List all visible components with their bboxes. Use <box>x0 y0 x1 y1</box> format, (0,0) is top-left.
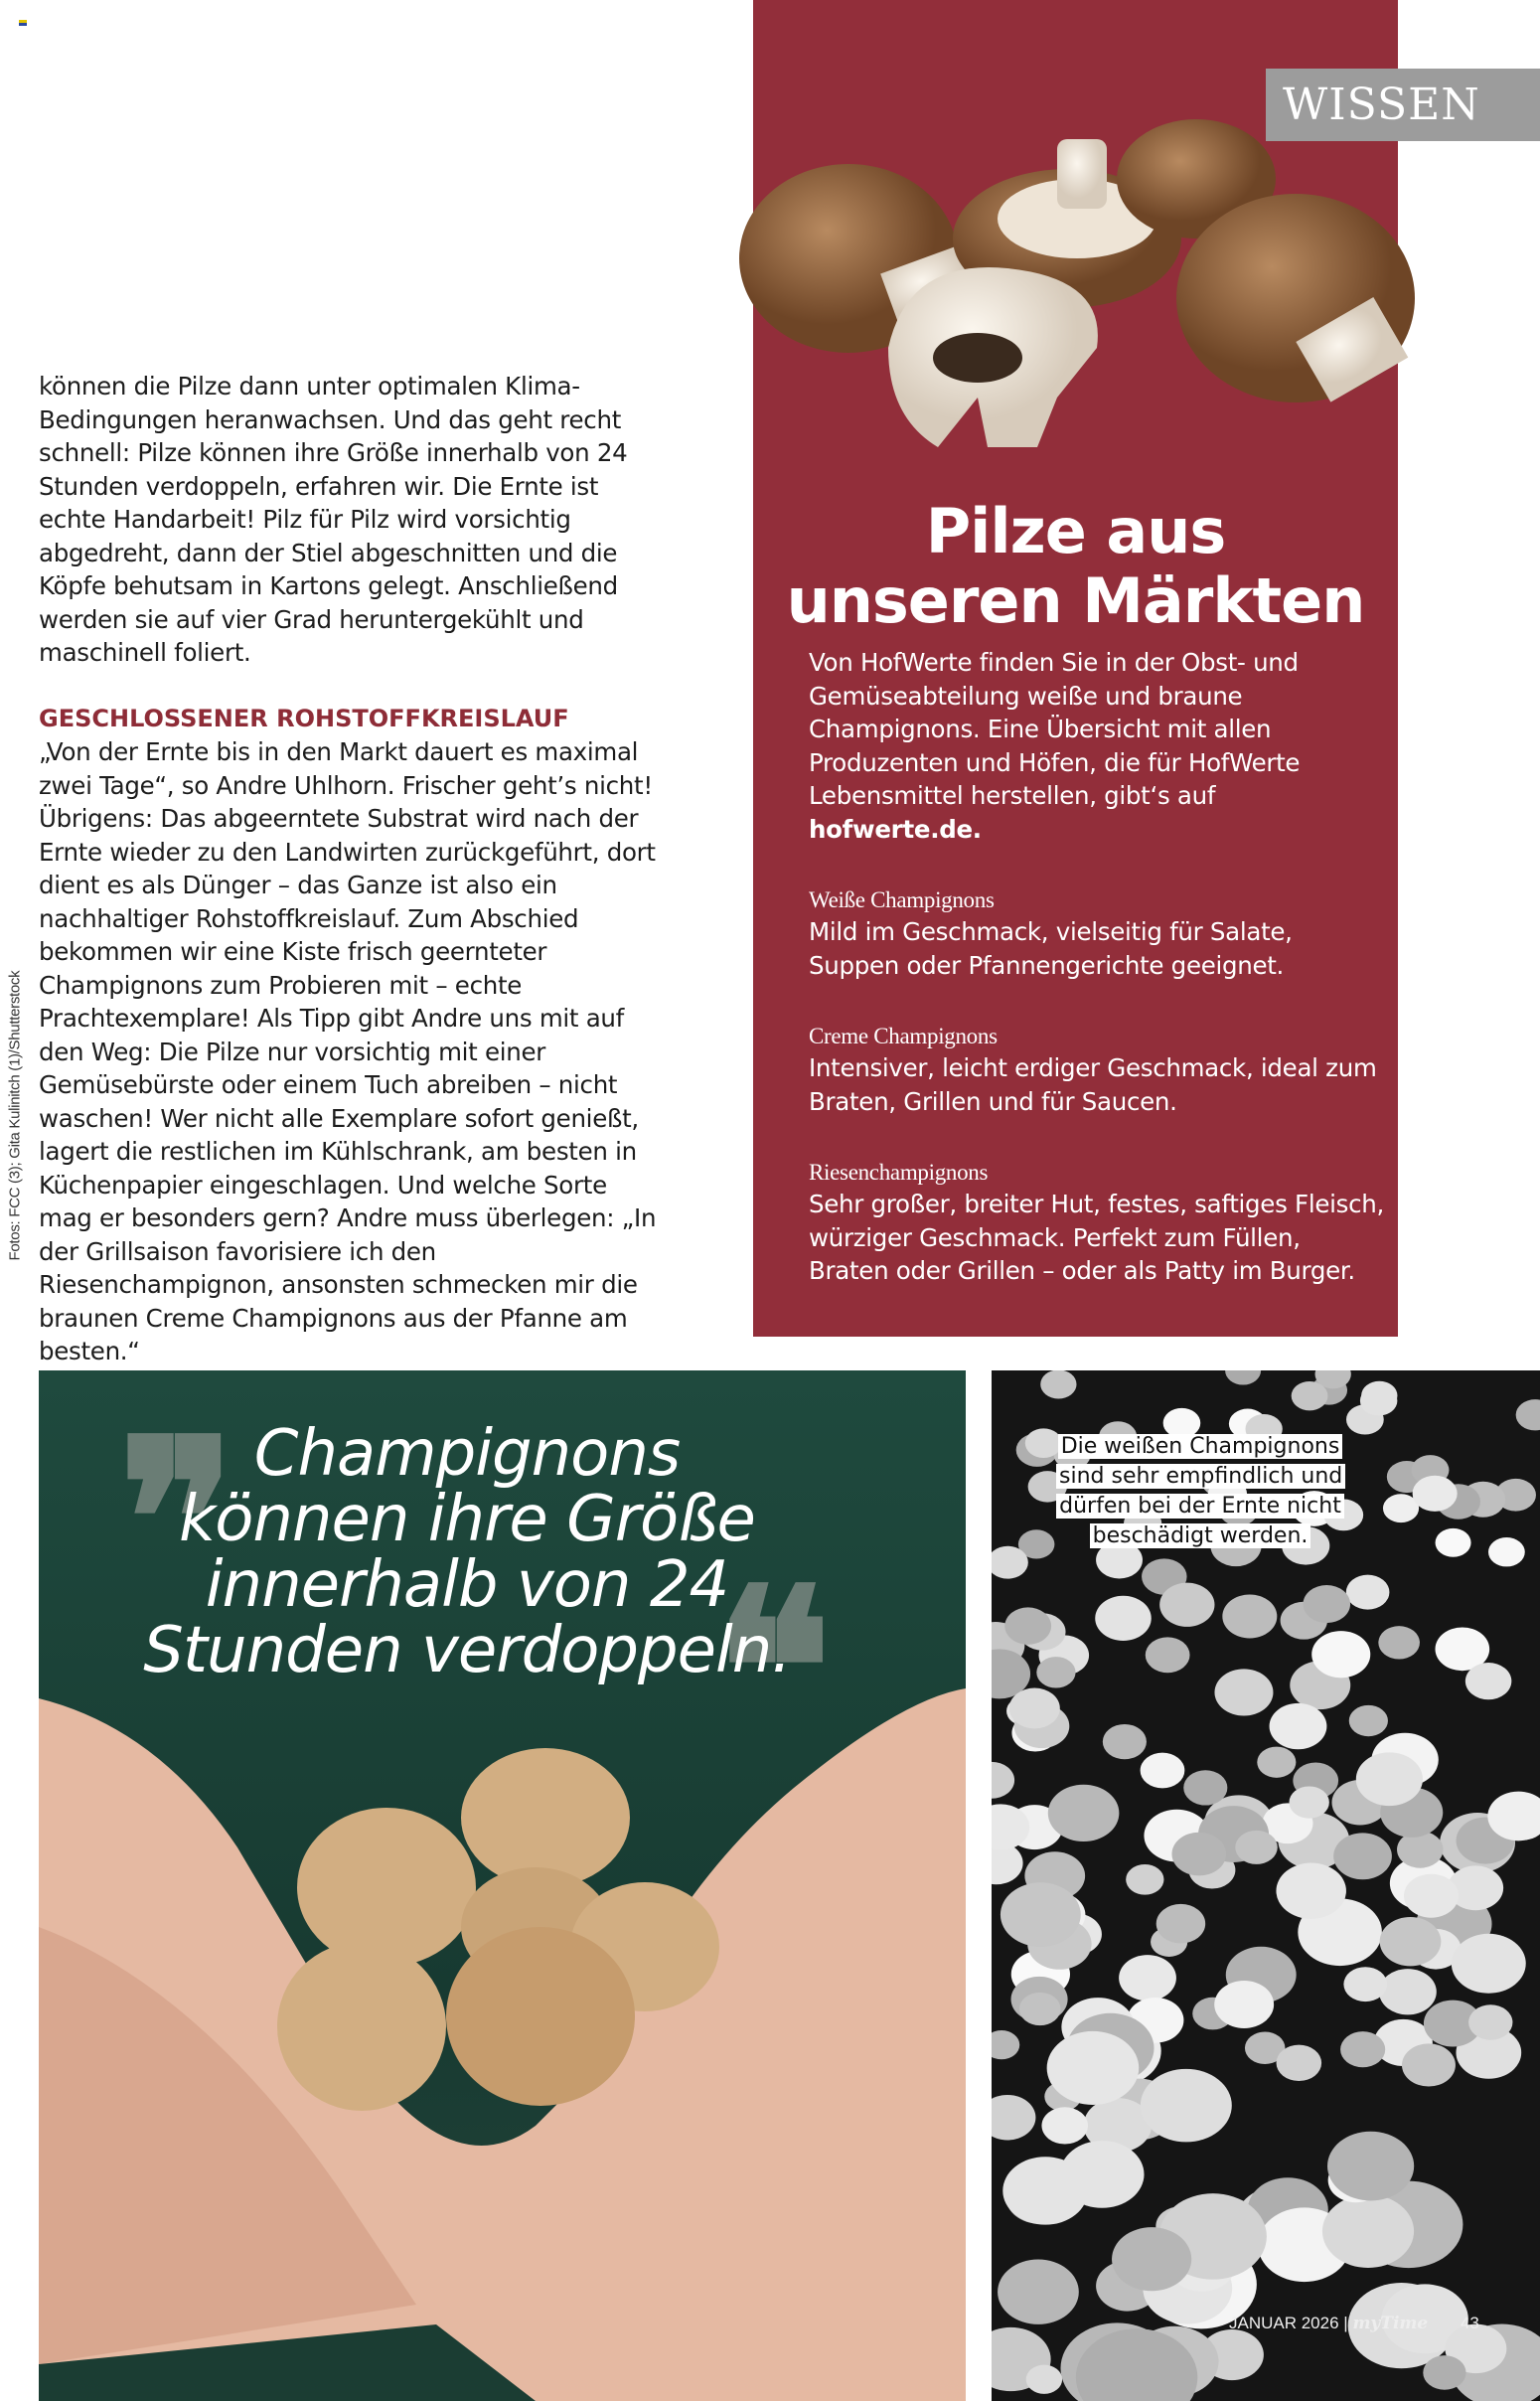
mushroom-shape <box>1009 1688 1060 1729</box>
mushroom-shape <box>1048 1785 1120 1841</box>
mushroom-shape <box>1036 1657 1075 1687</box>
mushroom-shape <box>1235 1831 1278 1864</box>
mushroom-shape <box>1402 2043 1456 2086</box>
variety-section <box>809 1158 1385 1288</box>
quote-line: innerhalb von 24 <box>205 1548 729 1622</box>
variety-title: Creme Champignons <box>809 1024 998 1048</box>
mushroom-shape <box>1465 1663 1511 1699</box>
mushroom-shape <box>1004 1607 1051 1644</box>
article-left-column <box>39 370 665 1368</box>
mushroom-shape <box>1340 2031 1385 2067</box>
mushroom-shape <box>1349 1705 1388 1736</box>
quote-line: können ihre Größe <box>179 1483 755 1556</box>
mushroom-shape <box>992 2095 1035 2140</box>
mushroom-shape <box>1356 1752 1423 1806</box>
quote-open-icon: ❞ <box>118 1390 236 1648</box>
mushroom-shape <box>1214 1669 1273 1715</box>
section-heading: GESCHLOSSENER ROHSTOFFKREISLAUF <box>39 704 569 732</box>
variety-title: Weiße Champignons <box>809 887 995 912</box>
page-footer <box>1229 2314 1479 2333</box>
variety-text: Intensiver, leicht erdiger Geschmack, ideal zum Braten, Grillen und für Saucen. <box>809 1053 1377 1116</box>
panel-title-line: unseren Märkten <box>786 564 1365 637</box>
quote-line: Stunden verdoppeln. <box>143 1614 791 1687</box>
article-paragraph: können die Pilze dann unter optimalen Klima-Bedingungen heranwachsen. Und das geht recht schnell: Pilze können ihre Größe innerhalb von 24 Stunden verdoppeln, erfahren wir. Die Ernte ist echte Handarbeit! Pilz für Pilz wird vorsichtig abgedreht, dann der Stiel abgeschnitten und die Köpfe behutsam in Kartons gelegt. Anschließend werden sie auf vier Grad heruntergekühlt und maschinell foliert. <box>39 372 628 667</box>
mushroom-shape <box>1380 1917 1442 1966</box>
mushroom-shape <box>1159 1583 1214 1627</box>
mushroom-shape <box>1141 2069 1232 2143</box>
page-number: 43 <box>1460 2314 1479 2332</box>
pull-quote <box>60 1417 874 1687</box>
mushroom-shape <box>1327 2132 1414 2201</box>
mushroom-shape <box>1146 1637 1190 1673</box>
mushroom-shape <box>1002 2157 1088 2224</box>
mushroom-shape <box>1001 1882 1081 1947</box>
mushroom-shape <box>1360 1385 1397 1415</box>
section-label: WISSEN <box>1266 69 1540 141</box>
variety-text: Sehr großer, breiter Hut, festes, saftiges Fleisch, würziger Geschmack. Perfekt zum Füllen, Braten oder Grillen – oder als Patty im Burger. <box>809 1190 1384 1285</box>
mushroom-shape <box>1112 2227 1191 2291</box>
quote-line: Champignons <box>253 1417 681 1491</box>
mushroom-shape <box>1225 1370 1261 1385</box>
mushroom-shape <box>1488 1537 1525 1566</box>
mushroom-shape <box>992 2030 1019 2059</box>
mushroom-shape <box>1041 2107 1088 2144</box>
mushroom-shape <box>1183 1770 1227 1805</box>
mushroom-shape <box>1222 1594 1277 1638</box>
article-paragraph: „Von der Ernte bis in den Markt dauert es maximal zwei Tage“, so Andre Uhlhorn. Frischer geht’s nicht! Übrigens: Das abgeerntete Substrat wird nach der Ernte wieder zu den Landwirten zurückgeführt, dort dient es als Dünger – das Ganze ist also ein nachhaltiger Rohstoffkreislauf. Zum Abschied bekommen wir eine Kiste frisch geernteter Champignons zum Probieren mit – echte Prachtexemplare! Als Tipp gibt Andre uns mit auf den Weg: Die Pilze nur vorsichtig mit einer Gemüsebürste oder einem Tuch abreiben – nicht waschen! Wer nicht alle Exemplare sofort genießt, lagert die restlichen im Kühlschrank, am besten in Küchenpapier eingeschlagen. Und welche Sorte mag er besonders gern? Andre muss überlegen: „In der Grillsaison favorisiere ich den Riesenchampignon, ansonsten schmecken mir die braunen Creme Champignons aus der Pfanne am besten.“ <box>39 737 657 1365</box>
mushroom-shape <box>1304 1585 1351 1623</box>
mushroom-shape <box>1095 1596 1152 1641</box>
info-panel <box>753 0 1398 1337</box>
mushroom-shape <box>1126 1864 1163 1895</box>
mushroom-shape <box>1413 1476 1458 1512</box>
variety-section <box>809 885 1385 982</box>
mushroom-shape <box>1468 2004 1512 2039</box>
panel-title <box>753 497 1398 636</box>
mushroom-shape <box>992 1762 1014 1799</box>
mushroom-shape <box>1436 1528 1471 1557</box>
mushroom-shape <box>1257 1747 1296 1778</box>
mushroom-shape <box>1452 1934 1526 1994</box>
issue-date: JANUAR 2026 | <box>1229 2314 1348 2332</box>
mushroom-shape <box>1333 1833 1392 1879</box>
mushroom-shape <box>1141 1753 1185 1789</box>
mushroom-shape <box>1322 2194 1414 2268</box>
panel-body <box>809 646 1385 1288</box>
mushroom-shape <box>1270 1703 1327 1749</box>
mushroom-shape <box>1019 1993 1061 2025</box>
mushroom-shape <box>1276 1863 1345 1919</box>
mushroom-shape <box>1047 2031 1140 2105</box>
mushroom-shape <box>1516 1399 1540 1430</box>
mushroom-shape <box>1026 2365 1062 2394</box>
mushroom-shape <box>1277 2045 1322 2081</box>
mushroom-shape <box>1040 1370 1076 1398</box>
mushroom-shape <box>1311 1631 1370 1678</box>
mushroom-shape <box>1379 1969 1437 2014</box>
mushroom-shape <box>1171 1833 1226 1876</box>
variety-section <box>809 1022 1385 1118</box>
photo-caption: Die weißen Champignons sind sehr empfindlich und dürfen bei der Ernte nicht beschädigt werden. <box>1056 1432 1344 1551</box>
mushroom-shape <box>998 2260 1079 2324</box>
mushrooms-image <box>739 119 1435 477</box>
mushroom-shape <box>1214 1981 1274 2028</box>
photo-credit: Fotos: FCC (3); Gita Kulinitch (1)/Shutterstock <box>6 970 24 1261</box>
mushroom-shape <box>1156 1904 1205 1944</box>
mushroom-shape <box>1290 1786 1329 1818</box>
variety-text: Mild im Geschmack, vielseitig für Salate, Suppen oder Pfannengerichte geeignet. <box>809 917 1293 980</box>
mushroom-shape <box>1103 1724 1147 1759</box>
mushroom-shape <box>1343 1967 1387 2001</box>
quote-close-icon: ❝ <box>714 1539 833 1797</box>
mushroom-shape <box>1423 2355 1465 2390</box>
magazine-logo: myTime <box>1352 2314 1429 2333</box>
mushroom-shape <box>1292 1381 1328 1410</box>
hofwerte-link[interactable]: hofwerte.de. <box>809 814 982 844</box>
color-marker <box>19 20 27 26</box>
panel-intro: Von HofWerte finden Sie in der Obst- und Gemüseabteilung weiße und braune Champignons. Eine Übersicht mit allen Produzenten und Höfen, die für HofWerte Lebensmittel herstellen, gibt‘s auf hofwerte.de. <box>809 648 1301 844</box>
mushroom-shape <box>1346 1575 1390 1610</box>
mushroom-shape <box>1404 1874 1459 1918</box>
mushroom-shape <box>1119 1955 1176 2001</box>
panel-title-line: Pilze aus <box>925 495 1226 567</box>
variety-title: Riesenchampignons <box>809 1160 989 1185</box>
mushroom-shape <box>1378 1626 1420 1659</box>
